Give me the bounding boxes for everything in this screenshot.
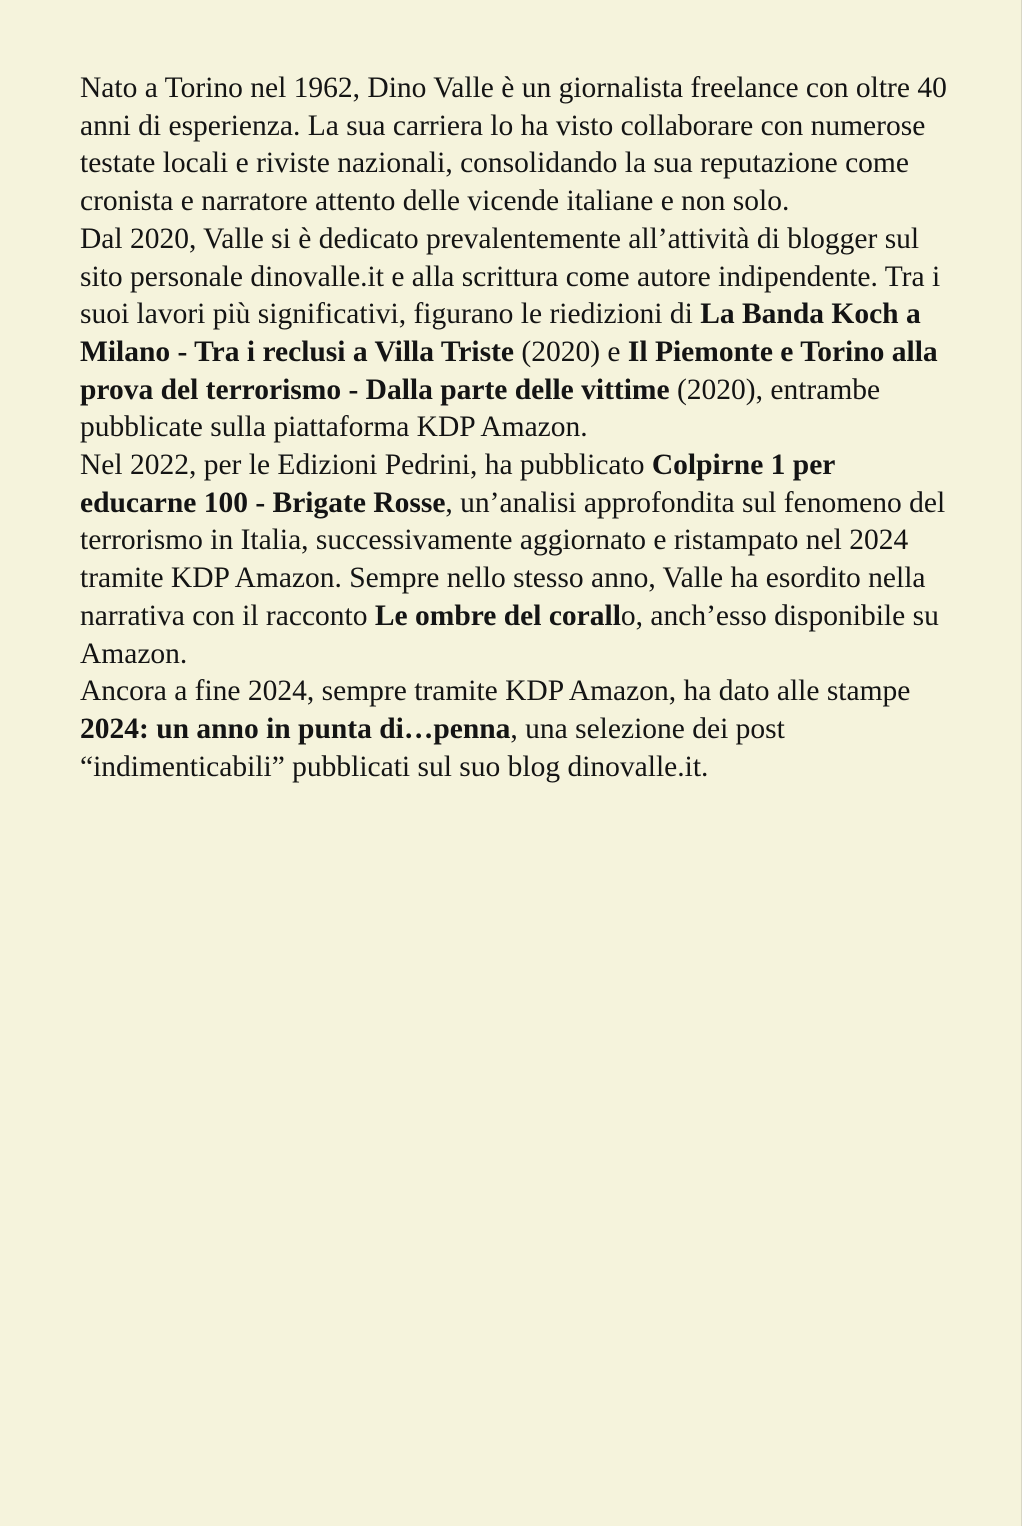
bio-text: Nato a Torino nel 1962, Dino Valle è un giornalista freelance con oltre 40 anni di esperienza. La sua carriera lo ha visto collaborare con numerose testate locali e riviste nazionali, consolidando la sua reputazione come cronista e narratore attento delle vicende italiane e non solo. [80, 72, 947, 218]
bio-text: , un’analisi approfondita sul fenomeno del terrorismo in Italia, successivamente aggiornato e ristampato nel 2024 tramite KDP Amazon. Sempre nello stesso anno, Valle ha esordito nella narrativa con il racconto [80, 486, 946, 632]
book-title: Le ombre del corall [374, 599, 621, 632]
author-biography [80, 70, 950, 786]
book-title: Colpirne 1 per educarne 100 - Brigate Rosse [80, 449, 835, 519]
bio-text: , una selezione dei post “indimenticabili” pubblicati sul suo blog dinovalle.it. [80, 712, 785, 783]
bio-paragraph-1 [80, 70, 950, 221]
bio-paragraph-4 [80, 673, 950, 786]
book-title: La Banda Koch a Milano - Tra i reclusi a Villa Triste [80, 298, 921, 368]
bio-paragraph-2 [80, 221, 950, 447]
book-title: Il Piemonte e Torino alla prova del terrorismo - Dalla parte delle vittime [80, 335, 938, 406]
bio-text: o, anch’esso disponibile su Amazon. [80, 599, 939, 670]
book-title: 2024: un anno in punta di…penna [80, 712, 511, 745]
bio-text: (2020) e [514, 335, 628, 368]
bio-text: (2020), entrambe pubblicate sulla piattaforma KDP Amazon. [80, 373, 881, 444]
bio-text: Nel 2022, per le Edizioni Pedrini, ha pubblicato [80, 449, 652, 482]
bio-paragraph-3 [80, 447, 950, 673]
bio-text: Ancora a fine 2024, sempre tramite KDP Amazon, ha dato alle stampe [80, 675, 911, 708]
bio-text: Dal 2020, Valle si è dedicato prevalentemente all’attività di blogger sul sito personale dinovalle.it e alla scrittura come autore indipendente. Tra i suoi lavori più significativi, figurano le riedizioni di [80, 222, 941, 331]
